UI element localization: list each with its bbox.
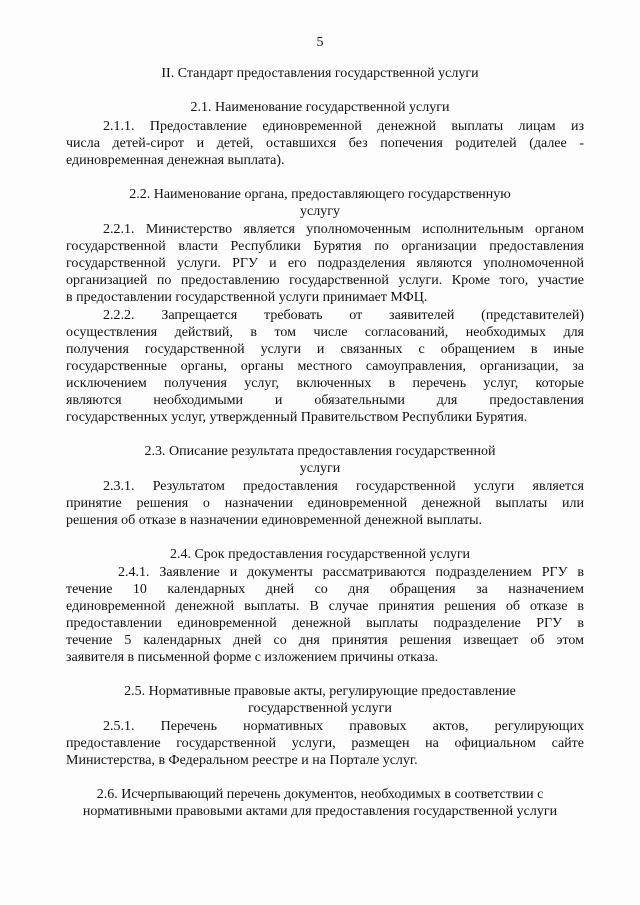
- paragraph-line: течение 5 календарных дней со дня принятия решения извещает об этом: [66, 633, 584, 648]
- heading-2-6-cont: нормативными правовыми актами для предоставления государственной услуги: [82, 804, 558, 819]
- paragraph-line: единовременная денежная выплата).: [66, 153, 285, 168]
- heading-2-2-cont: услугу: [300, 204, 340, 219]
- heading-2-3: 2.3. Описание результата предоставления государственной: [144, 444, 496, 459]
- heading-2-2: 2.2. Наименование органа, предоставляющего государственную: [129, 187, 511, 202]
- paragraph-line: решения об отказе в назначении единовременной денежной выплаты.: [66, 513, 483, 528]
- heading-2-6: 2.6. Исчерпывающий перечень документов, необходимых в соответствии с: [96, 787, 544, 802]
- paragraph-line: в предоставлении государственной услуги принимает МФЦ.: [66, 290, 428, 305]
- paragraph-line: единовременной денежной выплаты. В случае принятия решения об отказе в: [66, 599, 584, 614]
- paragraph-line: получения государственной услуги и связанных с обращением в иные: [66, 342, 584, 357]
- paragraph-line: предоставление государственной услуги, размещен на официальном сайте: [66, 736, 584, 751]
- paragraph-line: государственные органы, органы местного самоуправления, организации, за: [66, 359, 584, 374]
- paragraph-line: течение 10 календарных дней со дня обращения за назначением: [66, 582, 584, 597]
- paragraph-line: 2.1.1. Предоставление единовременной денежной выплаты лицам из: [103, 119, 584, 134]
- page-number: 5: [316, 35, 324, 50]
- paragraph-line: осуществления действий, в том числе согласований, необходимых для: [66, 325, 584, 340]
- heading-2-4: 2.4. Срок предоставления государственной услуги: [169, 547, 471, 562]
- paragraph-line: государственных услуг, утвержденный Правительством Республики Бурятия.: [66, 410, 528, 425]
- paragraph-line: предоставлении единовременной денежной выплаты подразделение РГУ в: [66, 616, 584, 631]
- paragraph-line: являются необходимыми и обязательными для предоставления: [66, 393, 584, 408]
- heading-2-5-cont: государственной услуги: [248, 701, 392, 716]
- paragraph-line: государственной услуги. РГУ и его подразделения являются уполномоченной: [66, 256, 584, 271]
- paragraph-line: заявителя в письменной форме с изложением причины отказа.: [66, 650, 439, 665]
- section-title: II. Стандарт предоставления государственной услуги: [161, 66, 479, 81]
- paragraph-line: исключением получения услуг, включенных в перечень услуг, которые: [66, 376, 584, 391]
- paragraph-line: 2.5.1. Перечень нормативных правовых актов, регулирующих: [103, 719, 584, 734]
- paragraph-line: 2.2.2. Запрещается требовать от заявителей (представителей): [103, 308, 584, 323]
- paragraph-line: числа детей-сирот и детей, оставшихся без попечения родителей (далее -: [66, 136, 584, 151]
- heading-2-5: 2.5. Нормативные правовые акты, регулирующие предоставление: [124, 684, 516, 699]
- paragraph-line: принятие решения о назначении единовременной денежной выплаты или: [66, 496, 584, 511]
- paragraph-line: организацией по предоставлению государственной услуги. Кроме того, участие: [66, 273, 584, 288]
- paragraph-line: 2.4.1. Заявление и документы рассматриваются подразделением РГУ в: [118, 565, 584, 580]
- paragraph-line: государственной власти Республики Бурятия по организации предоставления: [66, 239, 584, 254]
- heading-2-3-cont: услуги: [299, 461, 341, 476]
- paragraph-line: Министерства, в Федеральном реестре и на Портале услуг.: [66, 753, 418, 768]
- paragraph-line: 2.3.1. Результатом предоставления государственной услуги является: [103, 479, 584, 494]
- paragraph-line: 2.2.1. Министерство является уполномоченным исполнительным органом: [103, 222, 584, 237]
- heading-2-1: 2.1. Наименование государственной услуги: [190, 100, 450, 115]
